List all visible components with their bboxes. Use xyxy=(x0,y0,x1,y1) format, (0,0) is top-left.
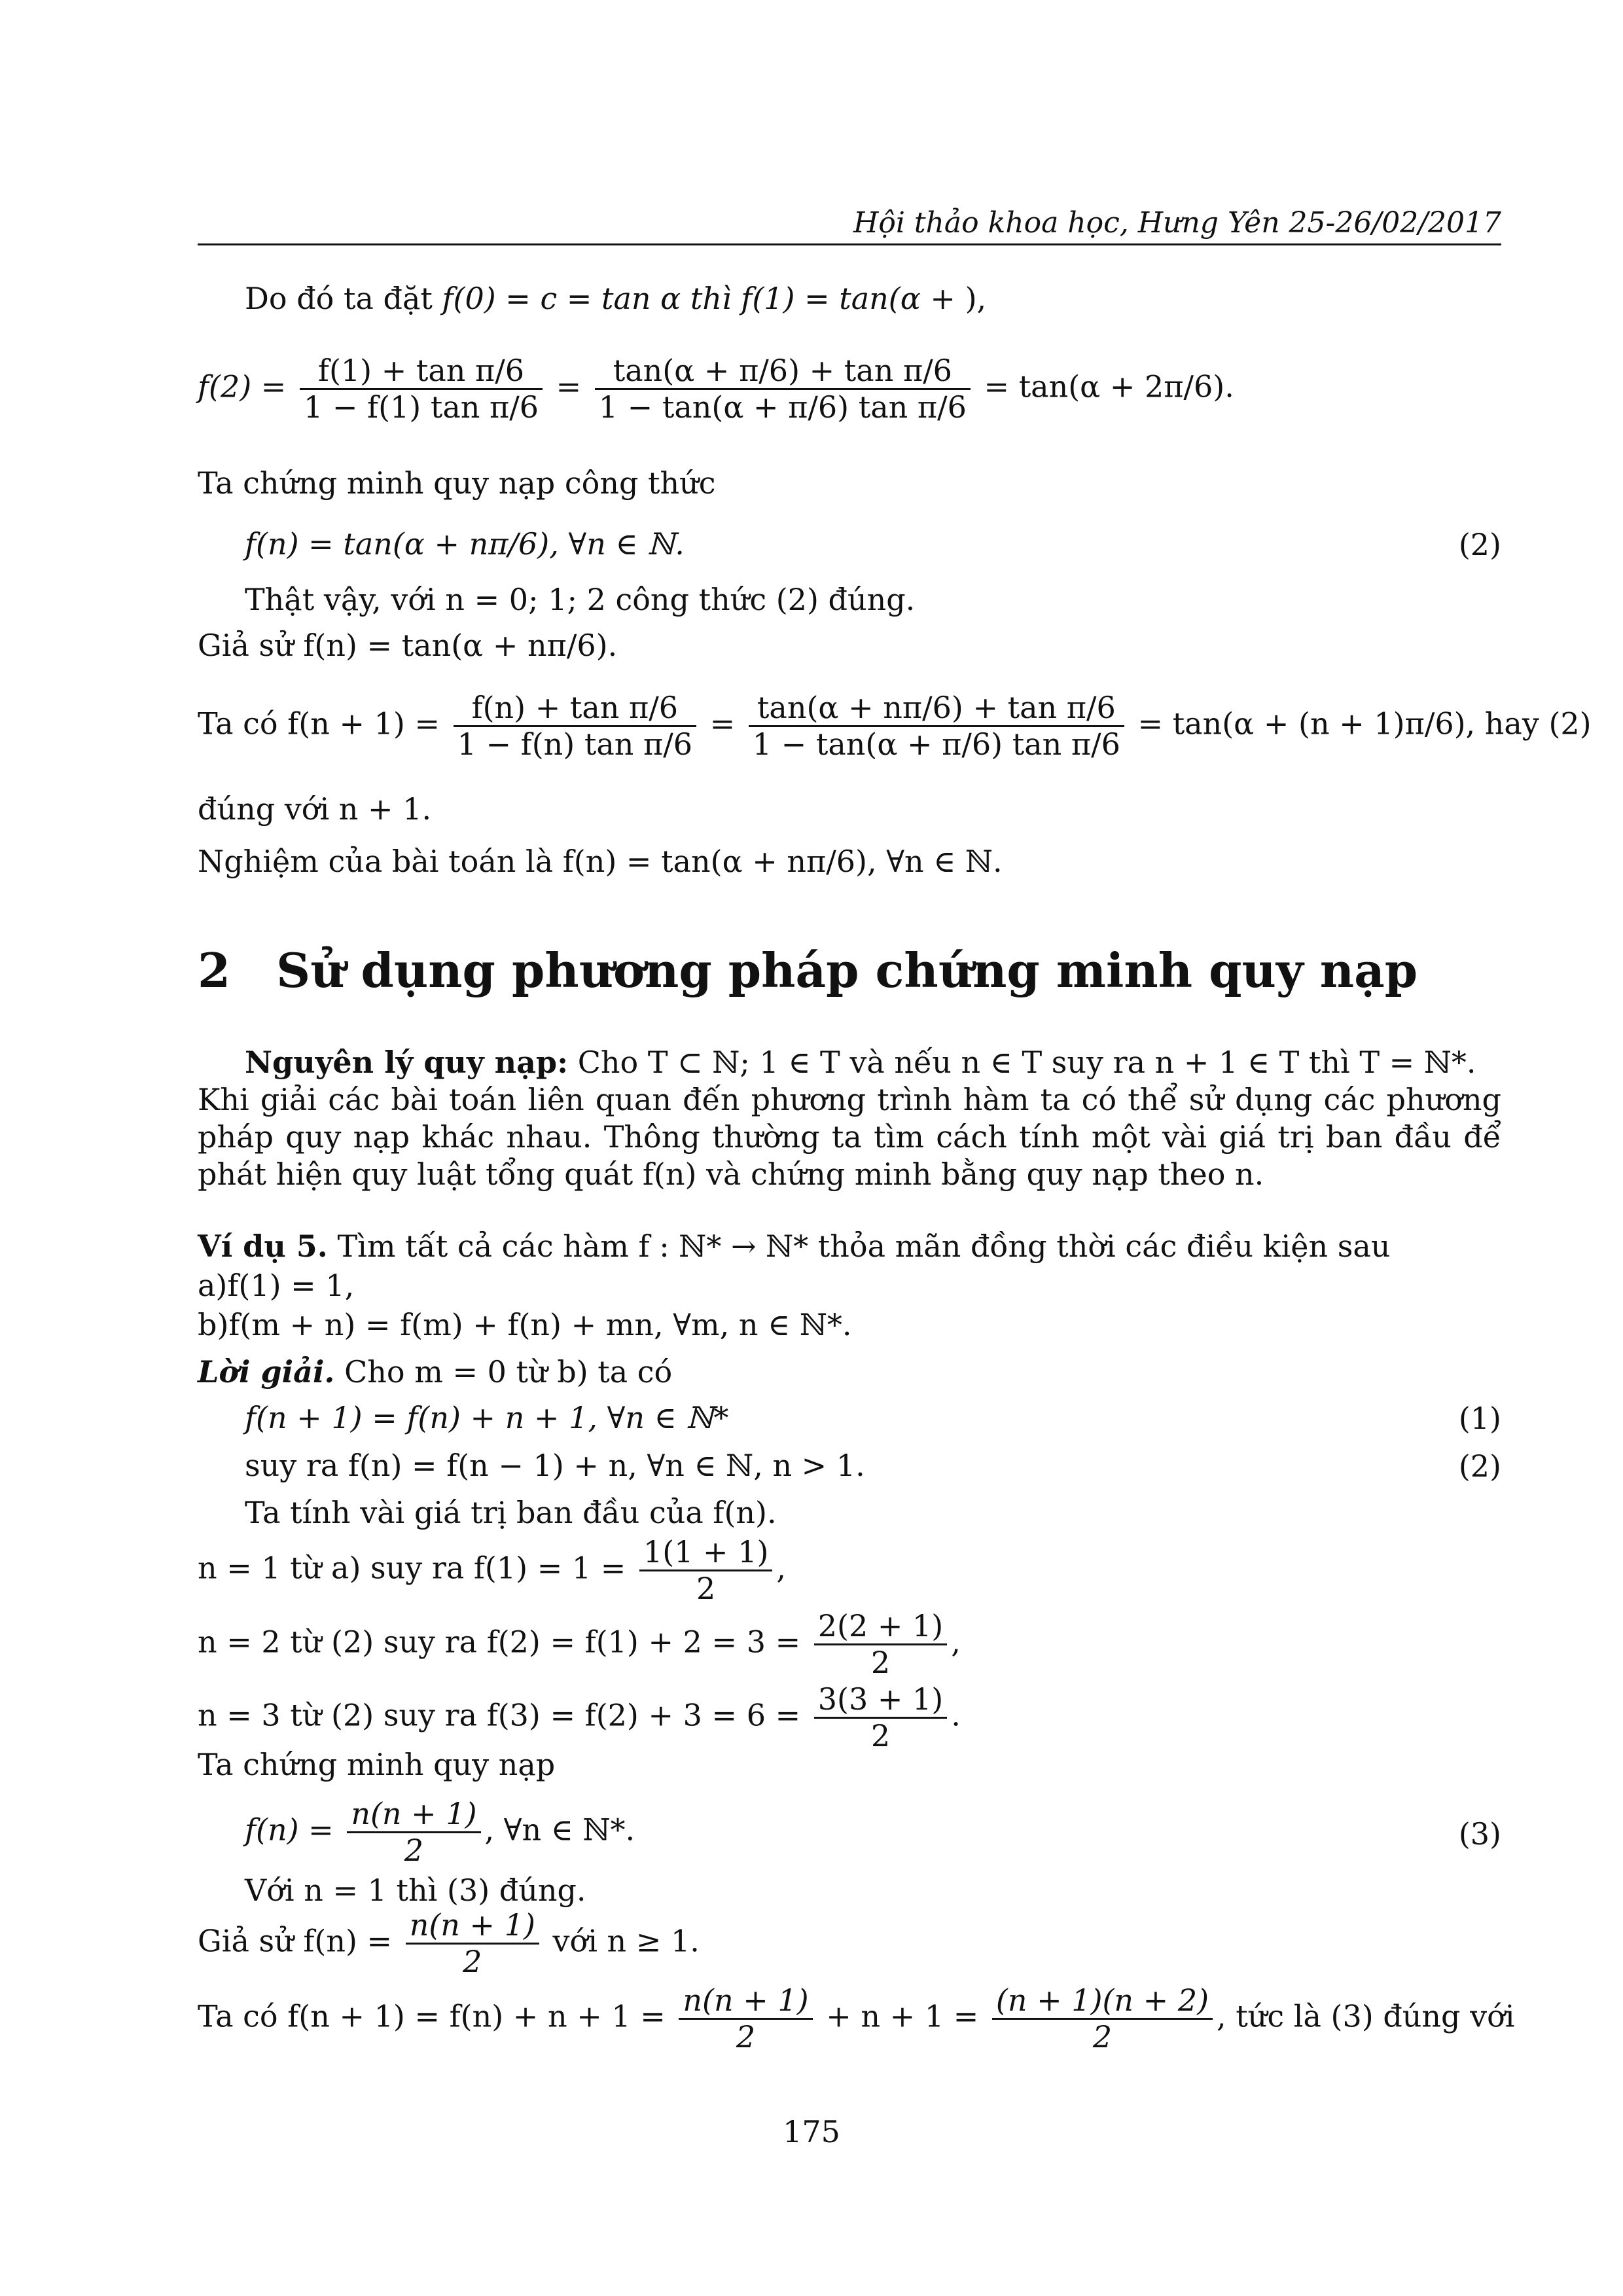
fraction: $\frac{n(n + 1)}{2}$ xyxy=(406,1908,539,1979)
fraction: $\frac{2(2 + 1)}{2}$ xyxy=(814,1609,947,1680)
header-rule xyxy=(198,243,1501,245)
running-header: Hội thảo khoa học, Hưng Yên 25-26/02/2017 xyxy=(853,206,1501,240)
case-n2: n = 2 từ (2) suy ra f(2) = f(1) + 2 = 3 = $\frac{2(2 + 1)}{2}$ , xyxy=(198,1608,961,1680)
text-line: Ta chứng minh quy nạp công thức xyxy=(198,465,716,501)
text-line: Ta chứng minh quy nạp xyxy=(198,1747,556,1782)
fraction: $\frac{1(1 + 1)}{2}$ xyxy=(639,1535,772,1606)
text-line: Thật vậy, với n = 0; 1; 2 công thức (2) đúng. xyxy=(245,582,916,617)
text-line: đúng với n + 1. xyxy=(198,791,432,827)
equation-induction-step: Ta có f(n + 1) = $\frac{\text{f(n) + tan π/6}}{\text{1 − f(n) tan π/6}}$ = $\frac{\text{tan(α + nπ/6) + tan π/6}}{\text{1 − tan(α + π/6) tan π/6}}$ = tan(α + (n + 1)π/6), hay (2) xyxy=(198,690,1592,762)
example-heading: Ví dụ 5. Tìm tất cả các hàm f : ℕ* → ℕ* thỏa mãn đồng thời các điều kiện sau xyxy=(198,1229,1391,1264)
fraction: $\frac{n(n + 1)}{2}$ xyxy=(347,1797,480,1868)
equation-tag: (1) xyxy=(1458,1401,1501,1436)
equation-1: f(n + 1) = f(n) + n + 1, ∀n ∈ ℕ* xyxy=(245,1400,729,1435)
equation-2b: suy ra f(n) = f(n − 1) + n, ∀n ∈ ℕ, n > 1. xyxy=(245,1448,865,1483)
fraction: $\frac{(n + 1)(n + 2)}{2}$ xyxy=(992,1983,1213,2054)
fraction: $\frac{\text{f(1) + tan π/6}}{\text{1 − f(1) tan π/6}}$ xyxy=(300,353,543,425)
condition-a: a)f(1) = 1, xyxy=(198,1268,355,1303)
hypothesis: Giả sử f(n) = $\frac{n(n + 1)}{2}$ với n ≥ 1. xyxy=(198,1907,700,1979)
line-set-f0: Do đó ta đặt f(0) = c = tan α thì f(1) = tan(α + ), xyxy=(245,281,987,316)
equation-tag: (2) xyxy=(1458,527,1501,562)
equation-tag: (3) xyxy=(1458,1816,1501,1852)
fraction: $\frac{\text{tan(α + nπ/6) + tan π/6}}{\text{1 − tan(α + π/6) tan π/6}}$ xyxy=(749,691,1124,762)
solution-heading: Lời giải. Cho m = 0 từ b) ta có xyxy=(198,1354,673,1390)
fraction: $\frac{n(n + 1)}{2}$ xyxy=(679,1983,812,2054)
equation-tag: (2) xyxy=(1458,1448,1501,1484)
case-n1: n = 1 từ a) suy ra f(1) = 1 = $\frac{1(1 + 1)}{2}$ , xyxy=(198,1534,787,1606)
condition-b: b)f(m + n) = f(m) + f(n) + mn, ∀m, n ∈ ℕ*. xyxy=(198,1307,852,1342)
text-line: Giả sử f(n) = tan(α + nπ/6). xyxy=(198,628,618,663)
case-n3: n = 3 từ (2) suy ra f(3) = f(2) + 3 = 6 = $\frac{3(3 + 1)}{2}$ . xyxy=(198,1681,961,1753)
equation-3: f(n) = $\frac{n(n + 1)}{2}$ , ∀n ∈ ℕ*. xyxy=(245,1796,635,1868)
text-line: Ta tính vài giá trị ban đầu của f(n). xyxy=(245,1495,777,1530)
equation-2: f(n) = tan(α + nπ/6), ∀n ∈ ℕ. xyxy=(245,526,685,562)
induction-step: Ta có f(n + 1) = f(n) + n + 1 = $\frac{n(n + 1)}{2}$ + n + 1 = $\frac{(n + 1)(n + 2)}{2}$ , tức là (3) đúng với xyxy=(198,1982,1515,2054)
fraction: $\frac{3(3 + 1)}{2}$ xyxy=(814,1682,947,1753)
text-line: Nghiệm của bài toán là f(n) = tan(α + nπ/6), ∀n ∈ ℕ. xyxy=(198,844,1003,879)
section-heading: 2 Sử dụng phương pháp chứng minh quy nạp xyxy=(198,942,1418,998)
fraction: $\frac{\text{f(n) + tan π/6}}{\text{1 − f(n) tan π/6}}$ xyxy=(454,691,696,762)
equation-f2: f(2) = $\frac{\text{f(1) + tan π/6}}{\text{1 − f(1) tan π/6}}$ = $\frac{\text{tan(α + π/6) + tan π/6}}{\text{1 − tan(α + π/6) tan π/6}}$ = tan(α + 2π/6). xyxy=(198,353,1234,425)
text-line: Với n = 1 thì (3) đúng. xyxy=(245,1873,586,1908)
fraction: $\frac{\text{tan(α + π/6) + tan π/6}}{\text{1 − tan(α + π/6) tan π/6}}$ xyxy=(595,353,971,425)
principle-paragraph: Nguyên lý quy nạp: Cho T ⊂ ℕ; 1 ∈ T và nếu n ∈ T suy ra n + 1 ∈ T thì T = ℕ*. Khi giải các bài toán liên quan đến phương trình hàm ta có thể sử dụng các phương pháp quy nạp khác nhau. Thông thường ta tìm cách tính một vài giá trị ban đầu để phát hiện quy luật tổng quát f(n) và chứng minh bằng quy nạp theo n. xyxy=(198,1045,1501,1192)
page-number: 175 xyxy=(783,2114,840,2149)
